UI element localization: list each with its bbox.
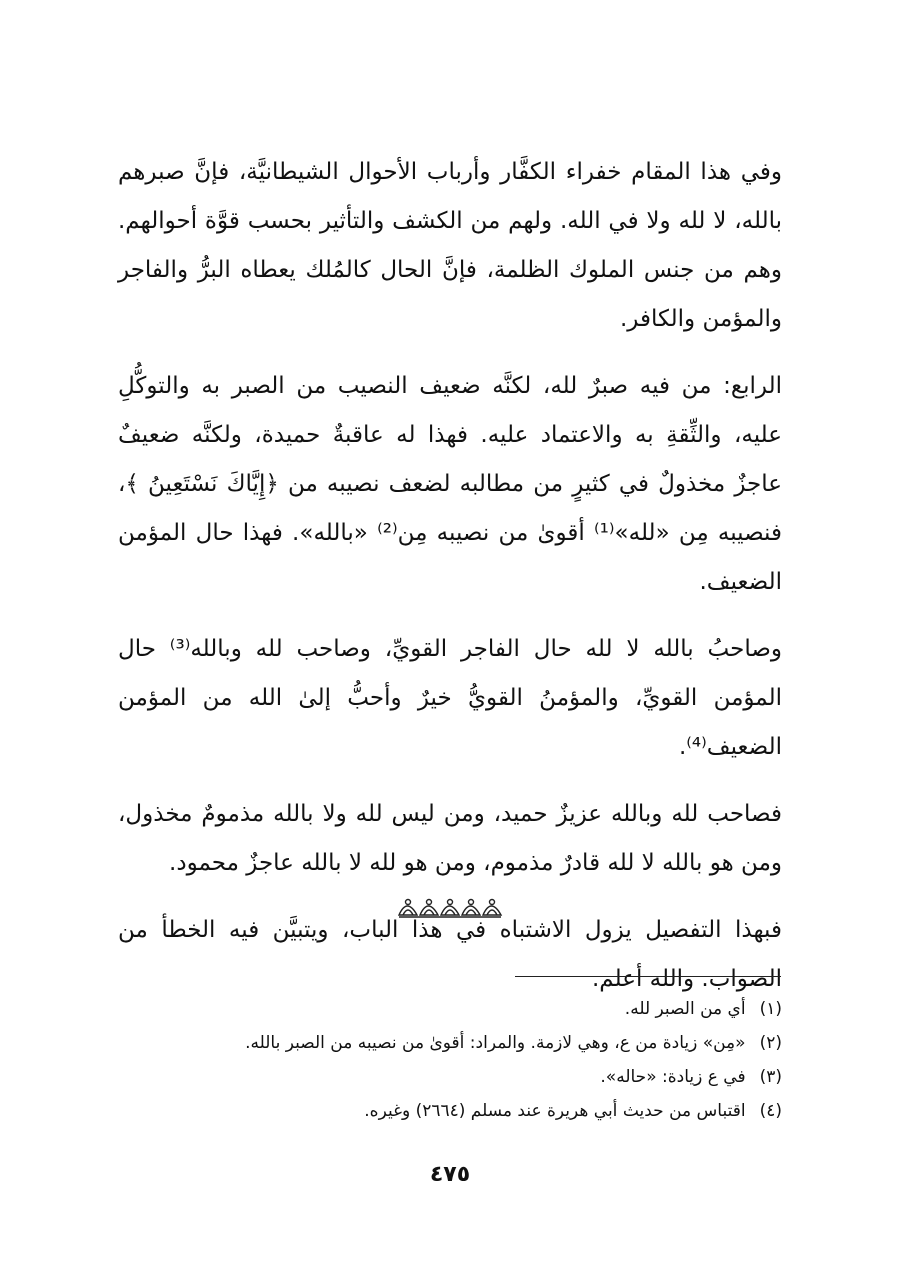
footnote-text: أي من الصبر لله. [624, 999, 746, 1019]
footnote-text: اقتباس من حديث أبي هريرة عند مسلم (٢٦٦٤) وغيره. [364, 1101, 746, 1121]
footnote-2 [118, 1026, 782, 1060]
section-ornament [0, 893, 900, 923]
footnote-1 [118, 992, 782, 1026]
footnote-text: «مِن» زيادة من ع، وهي لازمة. والمراد: أقوىٰ من نصيبه من الصبر بالله. [245, 1033, 746, 1053]
footnote-number: (٤) [759, 1101, 782, 1121]
paragraph-4: فصاحب لله وبالله عزيزٌ حميد، ومن ليس لله ولا بالله مذمومٌ مخذول، ومن هو بالله لا لله قادرٌ مذموم، ومن هو لله لا بالله عاجزٌ محمود. [118, 801, 782, 876]
footnote-number: (٢) [759, 1033, 782, 1053]
paragraph-1: وفي هذا المقام خفراء الكفَّار وأرباب الأحوال الشيطانيَّة، فإنَّ صبرهم بالله، لا لله ولا في الله. ولهم من الكشف والتأثير بحسب قوَّة أحوالهم. وهم من جنس الملوك الظلمة، فإنَّ الحال كالمُلك يعطاه البرُّ والفاجر والمؤمن والكافر. [118, 159, 782, 332]
footnote-separator [515, 976, 781, 977]
main-text [118, 148, 782, 1022]
footnotes [118, 992, 782, 1128]
footnote-number: (٣) [759, 1067, 782, 1087]
paragraph-2: الرابع: من فيه صبرٌ لله، لكنَّه ضعيف النصيب من الصبر به والتوكُّلِ عليه، والثِّقةِ به والاعتماد عليه. فهذا له عاقبةٌ حميدة، ولكنَّه ضعيفٌ عاجزٌ مخذولٌ في كثيرٍ من مطالبه لضعف نصيبه من ﴿إِيَّاكَ نَسْتَعِينُ ﴾، فنصيبه مِن «لله»⁽¹⁾ أقوىٰ من نصيبه مِن⁽²⁾ «بالله». فهذا حال المؤمن الضعيف. [118, 373, 782, 595]
paragraph-3: وصاحبُ بالله لا لله حال الفاجر القويِّ، وصاحب لله وبالله⁽³⁾ حال المؤمن القويِّ، والمؤمنُ القويُّ خيرٌ وأحبُّ إلىٰ الله من المؤمن الضعيف⁽⁴⁾. [118, 636, 782, 760]
footnote-3 [118, 1060, 782, 1094]
footnote-number: (١) [759, 999, 782, 1019]
page-number: ٤٧٥ [429, 1162, 471, 1187]
footnote-text: في ع زيادة: «حاله». [600, 1067, 746, 1087]
floral-ornament-icon [397, 893, 503, 919]
paragraph-5: فبهذا التفصيل يزول الاشتباه في هذا الباب، ويتبيَّن فيه الخطأ من الصواب. والله أعلم. [118, 917, 782, 992]
footnote-4 [118, 1094, 782, 1128]
